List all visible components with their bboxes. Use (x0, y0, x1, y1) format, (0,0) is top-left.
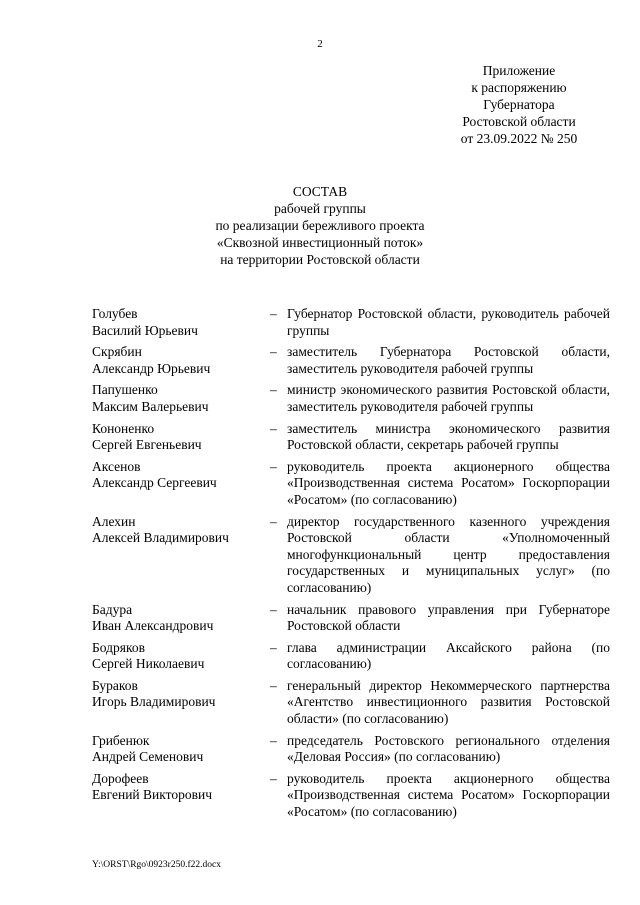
member-given-name: Сергей Николаевич (92, 656, 205, 672)
member-name (92, 678, 270, 728)
member-role: директор государственного казенного учреждения Ростовской области «Уполномоченный многофункциональный центр предоставления государственных и муниципальных услуг» (по согласованию) (287, 513, 610, 595)
member-surname: Кононенко (92, 420, 155, 436)
member-surname: Скрябин (92, 344, 142, 360)
member-role: Губернатор Ростовской области, руководитель рабочей группы (287, 306, 610, 338)
member-name (92, 382, 270, 415)
member-row (92, 602, 610, 635)
member-given-name: Андрей Семенович (92, 749, 204, 765)
document-heading (150, 183, 490, 268)
appendix-line: к распоряжению (471, 80, 567, 95)
member-given-name: Александр Юрьевич (92, 360, 211, 376)
member-row (92, 306, 610, 339)
dash: – (270, 677, 277, 693)
member-row (92, 640, 610, 673)
appendix-line: Приложение (482, 63, 556, 78)
dash: – (270, 420, 277, 436)
member-given-name: Василий Юрьевич (92, 322, 198, 338)
member-given-name: Игорь Владимирович (92, 694, 216, 710)
member-row (92, 678, 610, 728)
appendix-line: Ростовской области (462, 114, 576, 129)
member-row (92, 459, 610, 509)
member-row (92, 514, 610, 597)
dash: – (270, 732, 277, 748)
member-given-name: Максим Валерьевич (92, 398, 209, 414)
member-name (92, 771, 270, 821)
member-surname: Бураков (92, 677, 138, 693)
appendix-line: от 23.09.2022 № 250 (460, 131, 578, 146)
member-surname: Дорофеев (92, 770, 149, 786)
member-given-name: Алексей Владимирович (92, 530, 229, 546)
heading-title: СОСТАВ (292, 184, 348, 199)
member-role: заместитель министра экономического развития Ростовской области, секретарь рабочей группы (287, 420, 610, 453)
member-surname: Грибенюк (92, 732, 150, 748)
member-name (92, 421, 270, 454)
member-name (92, 459, 270, 509)
member-row (92, 344, 610, 377)
heading-line: по реализации бережливого проекта (215, 218, 425, 233)
member-role: начальник правового управления при Губернаторе Ростовской области (287, 601, 610, 634)
member-role: министр экономического развития Ростовской области, заместитель руководителя рабочей группы (287, 382, 610, 414)
dash: – (270, 513, 277, 529)
dash: – (270, 458, 277, 474)
member-name (92, 514, 270, 597)
member-name (92, 306, 270, 339)
appendix-block (444, 62, 594, 147)
dash: – (270, 306, 277, 321)
member-role: председатель Ростовского регионального отделения «Деловая Россия» (по согласованию) (287, 732, 610, 765)
member-name (92, 640, 270, 673)
member-role: руководитель проекта акционерного общества «Производственная система Росатом» Госкорпорации «Росатом» (по согласованию) (287, 770, 610, 820)
dash: – (270, 344, 277, 360)
member-surname: Алехин (92, 513, 136, 529)
member-role: заместитель Губернатора Ростовской области, заместитель руководителя рабочей группы (287, 344, 610, 376)
dash: – (270, 770, 277, 786)
members-list (92, 306, 610, 826)
file-path-footer: Y:\ORST\Rgo\0923r250.f22.docx (92, 860, 221, 870)
member-name (92, 344, 270, 377)
member-row (92, 733, 610, 766)
dash: – (270, 382, 277, 398)
member-name (92, 602, 270, 635)
heading-line: рабочей группы (274, 201, 366, 216)
member-name (92, 733, 270, 766)
page-number: 2 (317, 38, 323, 50)
member-surname: Папушенко (92, 382, 158, 398)
member-surname: Бодряков (92, 639, 145, 655)
member-surname: Бадура (92, 601, 133, 617)
member-given-name: Александр Сергеевич (92, 475, 217, 491)
member-role: генеральный директор Некоммерческого партнерства «Агентство инвестиционного развития Ростовской области» (по согласованию) (287, 677, 610, 727)
member-role: глава администрации Аксайского района (по согласованию) (287, 639, 610, 672)
appendix-line: Губернатора (483, 97, 555, 112)
member-row (92, 382, 610, 415)
heading-line: на территории Ростовской области (220, 252, 420, 267)
member-given-name: Иван Александрович (92, 618, 214, 634)
member-role: руководитель проекта акционерного общества «Производственная система Росатом» Госкорпорации «Росатом» (по согласованию) (287, 458, 610, 507)
member-given-name: Евгений Викторович (92, 787, 212, 803)
dash: – (270, 639, 277, 655)
dash: – (270, 601, 277, 617)
member-row (92, 771, 610, 821)
member-row (92, 421, 610, 454)
member-surname: Голубев (92, 306, 138, 321)
heading-line: «Сквозной инвестиционный поток» (216, 235, 424, 250)
member-surname: Аксенов (92, 458, 141, 474)
member-given-name: Сергей Евгеньевич (92, 437, 202, 453)
